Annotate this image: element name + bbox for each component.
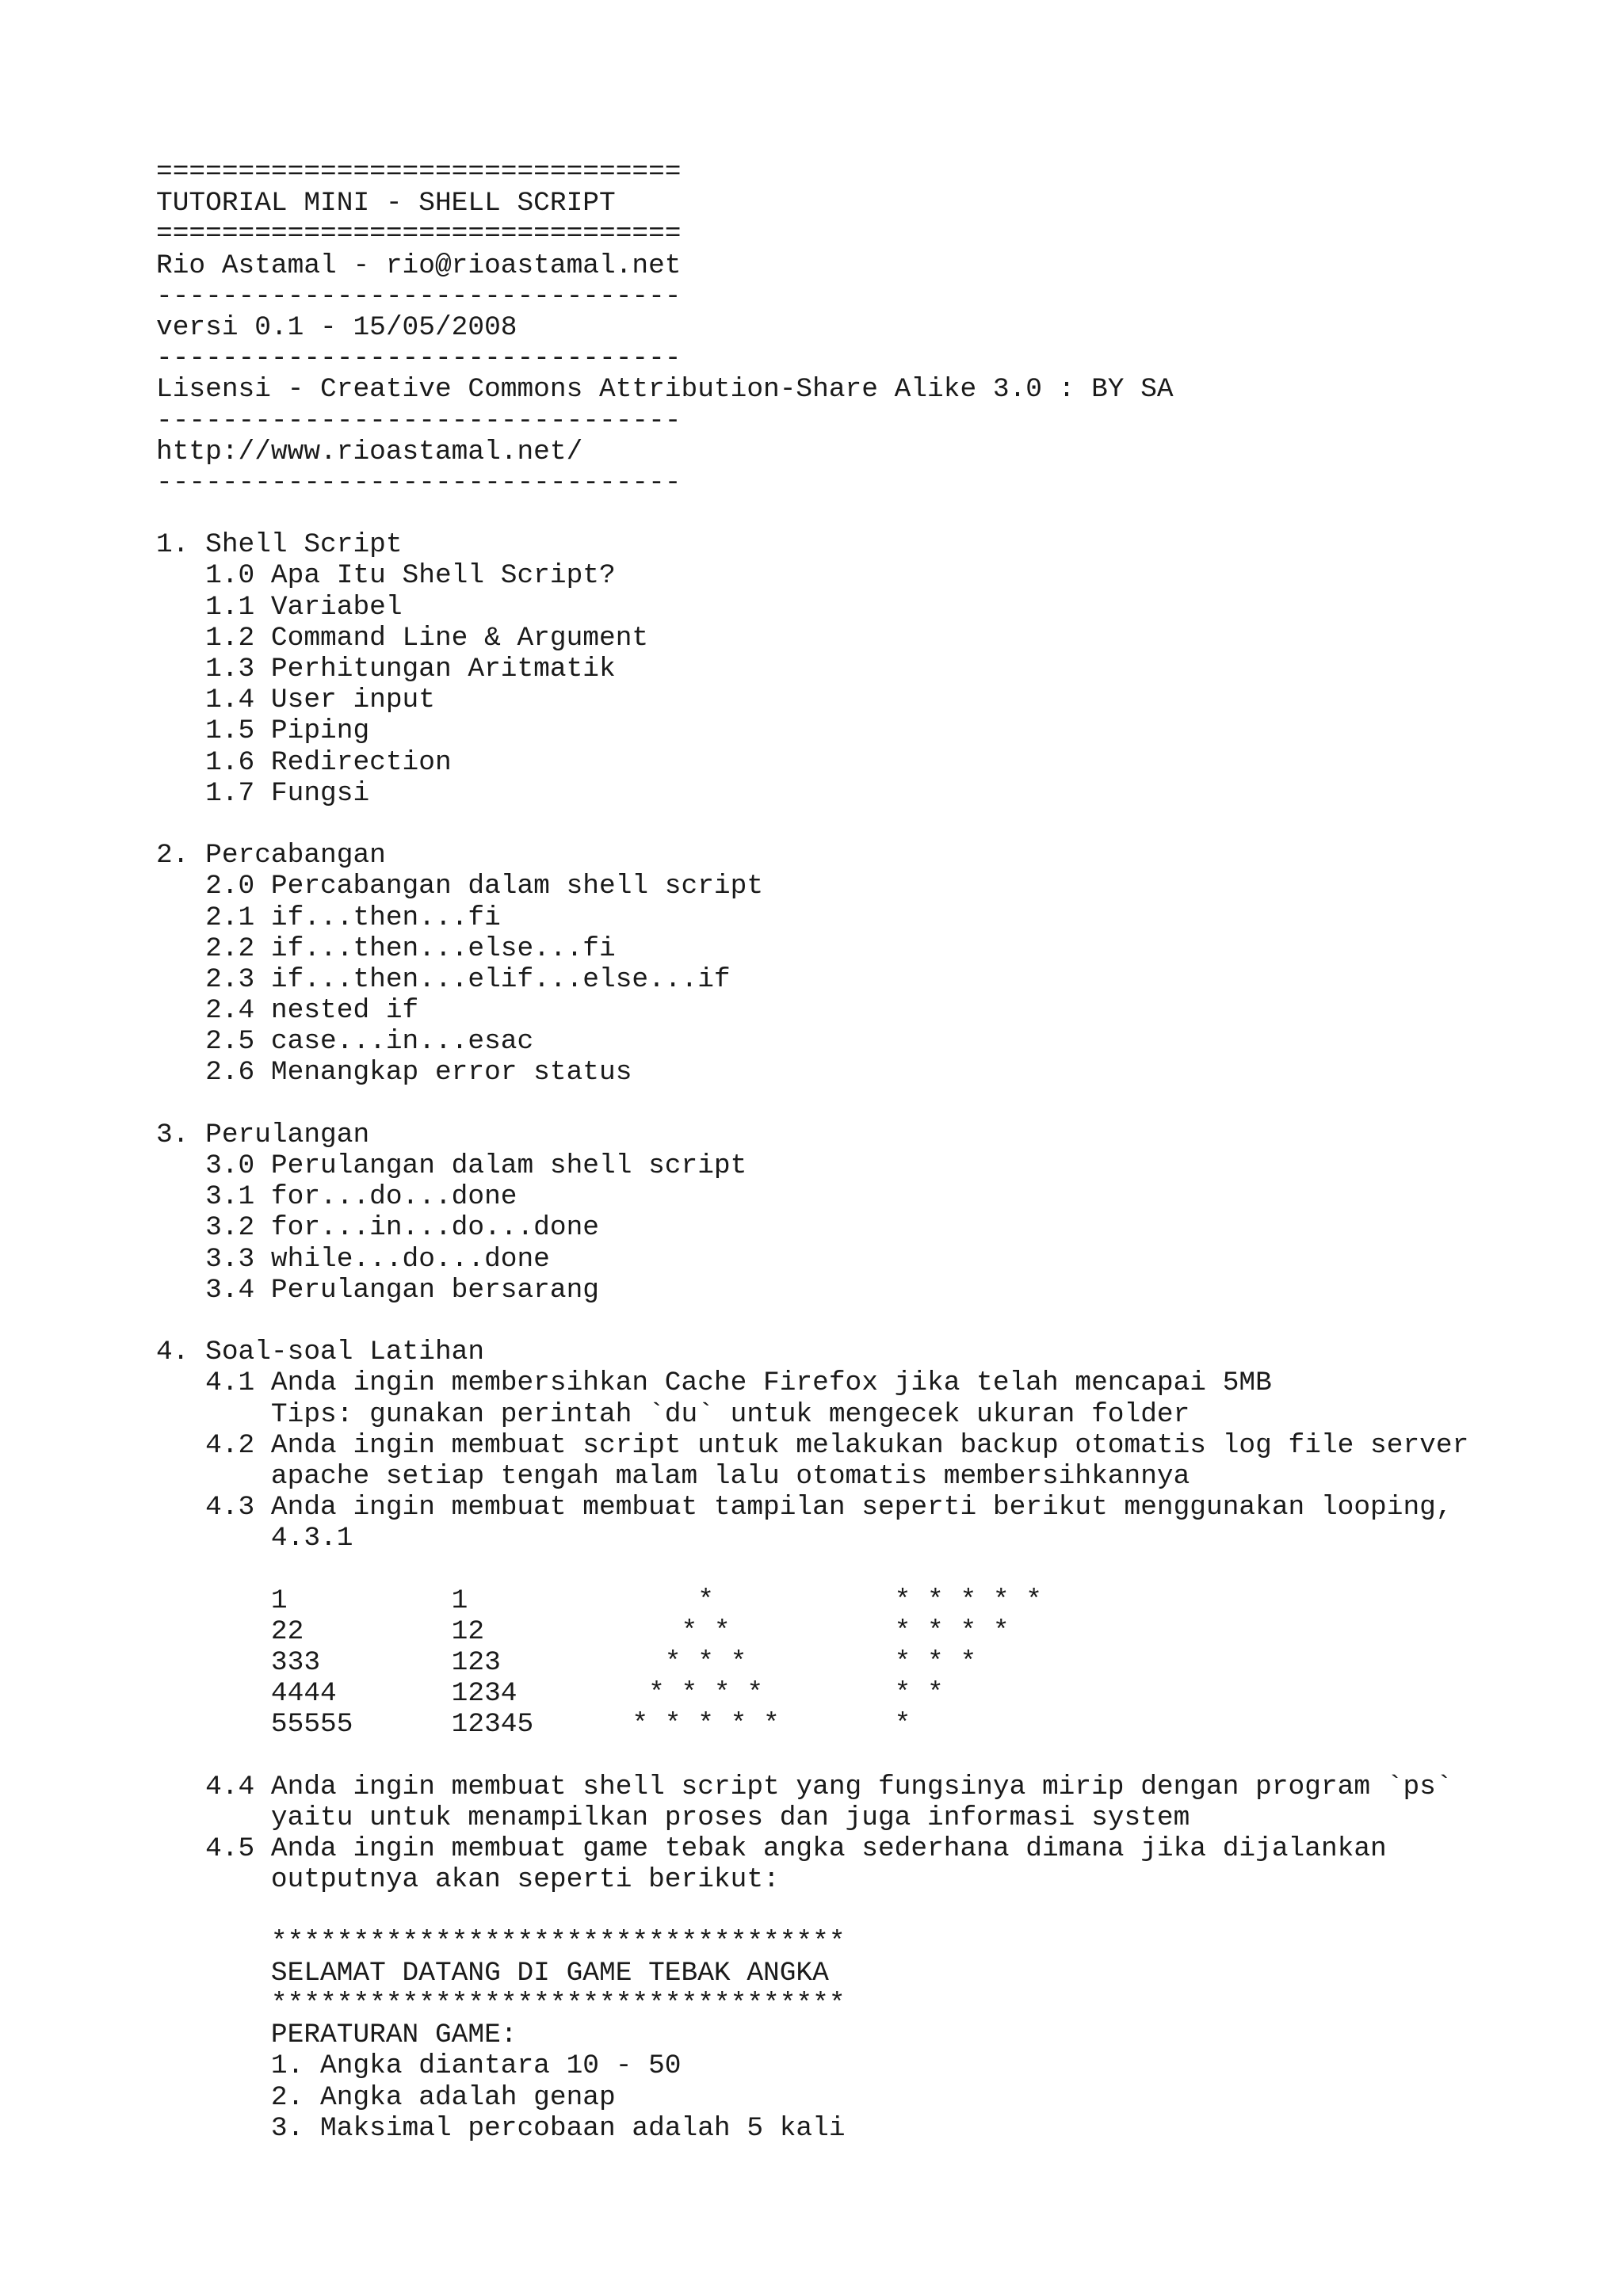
text-line: 3.0 Perulangan dalam shell script <box>156 1150 747 1181</box>
text-line: 3.4 Perulangan bersarang <box>156 1274 599 1306</box>
text-line: 1. Angka diantara 10 - 50 <box>156 2050 682 2082</box>
text-line: 4.3.1 <box>156 1523 353 1554</box>
text-line: 1.7 Fungsi <box>156 777 370 809</box>
text-line: 2.5 case...in...esac <box>156 1026 534 1058</box>
text-line: 1.2 Command Line & Argument <box>156 622 649 654</box>
text-line: ================================ <box>156 157 682 188</box>
text-line: 4.3 Anda ingin membuat membuat tampilan seperti berikut menggunakan looping, <box>156 1492 1453 1524</box>
text-line: TUTORIAL MINI - SHELL SCRIPT <box>156 188 616 219</box>
text-line: Rio Astamal - rio@rioastamal.net <box>156 250 682 281</box>
text-line: -------------------------------- <box>156 405 682 437</box>
text-line: 333 123 * * * * * * <box>156 1647 977 1678</box>
blank-line <box>156 1741 1468 1772</box>
text-line: -------------------------------- <box>156 280 682 312</box>
blank-line <box>156 1896 1468 1927</box>
text-line: yaitu untuk menampilkan proses dan juga informasi system <box>156 1802 1190 1833</box>
text-line: 2. Percabangan <box>156 840 386 871</box>
text-line: 2.3 if...then...elif...else...if <box>156 963 731 995</box>
blank-line <box>156 809 1468 840</box>
blank-line <box>156 498 1468 529</box>
text-line: 3.3 while...do...done <box>156 1243 550 1275</box>
text-line: 2.2 if...then...else...fi <box>156 933 616 964</box>
text-line: 55555 12345 * * * * * * <box>156 1709 911 1741</box>
text-line: versi 0.1 - 15/05/2008 <box>156 311 517 343</box>
text-line: 4.5 Anda ingin membuat game tebak angka sederhana dimana jika dijalankan <box>156 1833 1387 1865</box>
text-line: -------------------------------- <box>156 343 682 375</box>
text-line: 1.4 User input <box>156 685 435 716</box>
text-line: http://www.rioastamal.net/ <box>156 436 583 467</box>
text-line: 2. Angka adalah genap <box>156 2081 616 2113</box>
text-line: 1.5 Piping <box>156 715 370 747</box>
text-line: 2.0 Percabangan dalam shell script <box>156 871 764 902</box>
text-line: 3.1 for...do...done <box>156 1181 517 1213</box>
blank-line <box>156 1089 1468 1119</box>
text-line: 1 1 * * * * * * <box>156 1585 1042 1616</box>
text-line: 1.1 Variabel <box>156 591 403 623</box>
text-line: Tips: gunakan perintah `du` untuk mengecek ukuran folder <box>156 1398 1190 1430</box>
text-line: ================================ <box>156 219 682 250</box>
text-line: PERATURAN GAME: <box>156 2019 517 2051</box>
blank-line <box>156 1306 1468 1337</box>
text-line: 4444 1234 * * * * * * <box>156 1678 944 1710</box>
text-line: 2.6 Menangkap error status <box>156 1057 632 1089</box>
text-line: apache setiap tengah malam lalu otomatis membersihkannya <box>156 1460 1190 1492</box>
text-line: outputnya akan seperti berikut: <box>156 1864 780 1896</box>
text-line: 3.2 for...in...do...done <box>156 1212 599 1244</box>
text-line: SELAMAT DATANG DI GAME TEBAK ANGKA <box>156 1957 829 1989</box>
document-body <box>156 157 1468 2144</box>
text-line: 4. Soal-soal Latihan <box>156 1337 485 1368</box>
text-line: 1. Shell Script <box>156 529 403 561</box>
text-line: 2.4 nested if <box>156 995 419 1027</box>
blank-line <box>156 1554 1468 1585</box>
text-line: 4.2 Anda ingin membuat script untuk melakukan backup otomatis log file server <box>156 1429 1469 1461</box>
text-line: 3. Perulangan <box>156 1119 370 1150</box>
text-line: 4.4 Anda ingin membuat shell script yang fungsinya mirip dengan program `ps` <box>156 1771 1453 1802</box>
text-line: 22 12 * * * * * * <box>156 1615 1010 1647</box>
text-line: 1.6 Redirection <box>156 746 452 778</box>
text-line: *********************************** <box>156 1989 846 2020</box>
text-line: 3. Maksimal percobaan adalah 5 kali <box>156 2112 846 2144</box>
text-line: 1.3 Perhitungan Aritmatik <box>156 654 616 685</box>
text-line: 4.1 Anda ingin membersihkan Cache Firefox jika telah mencapai 5MB <box>156 1367 1272 1399</box>
text-line: Lisensi - Creative Commons Attribution-Share Alike 3.0 : BY SA <box>156 374 1174 406</box>
text-line: 1.0 Apa Itu Shell Script? <box>156 560 616 592</box>
text-line: *********************************** <box>156 1926 846 1958</box>
text-line: 2.1 if...then...fi <box>156 902 501 933</box>
text-line: -------------------------------- <box>156 467 682 498</box>
